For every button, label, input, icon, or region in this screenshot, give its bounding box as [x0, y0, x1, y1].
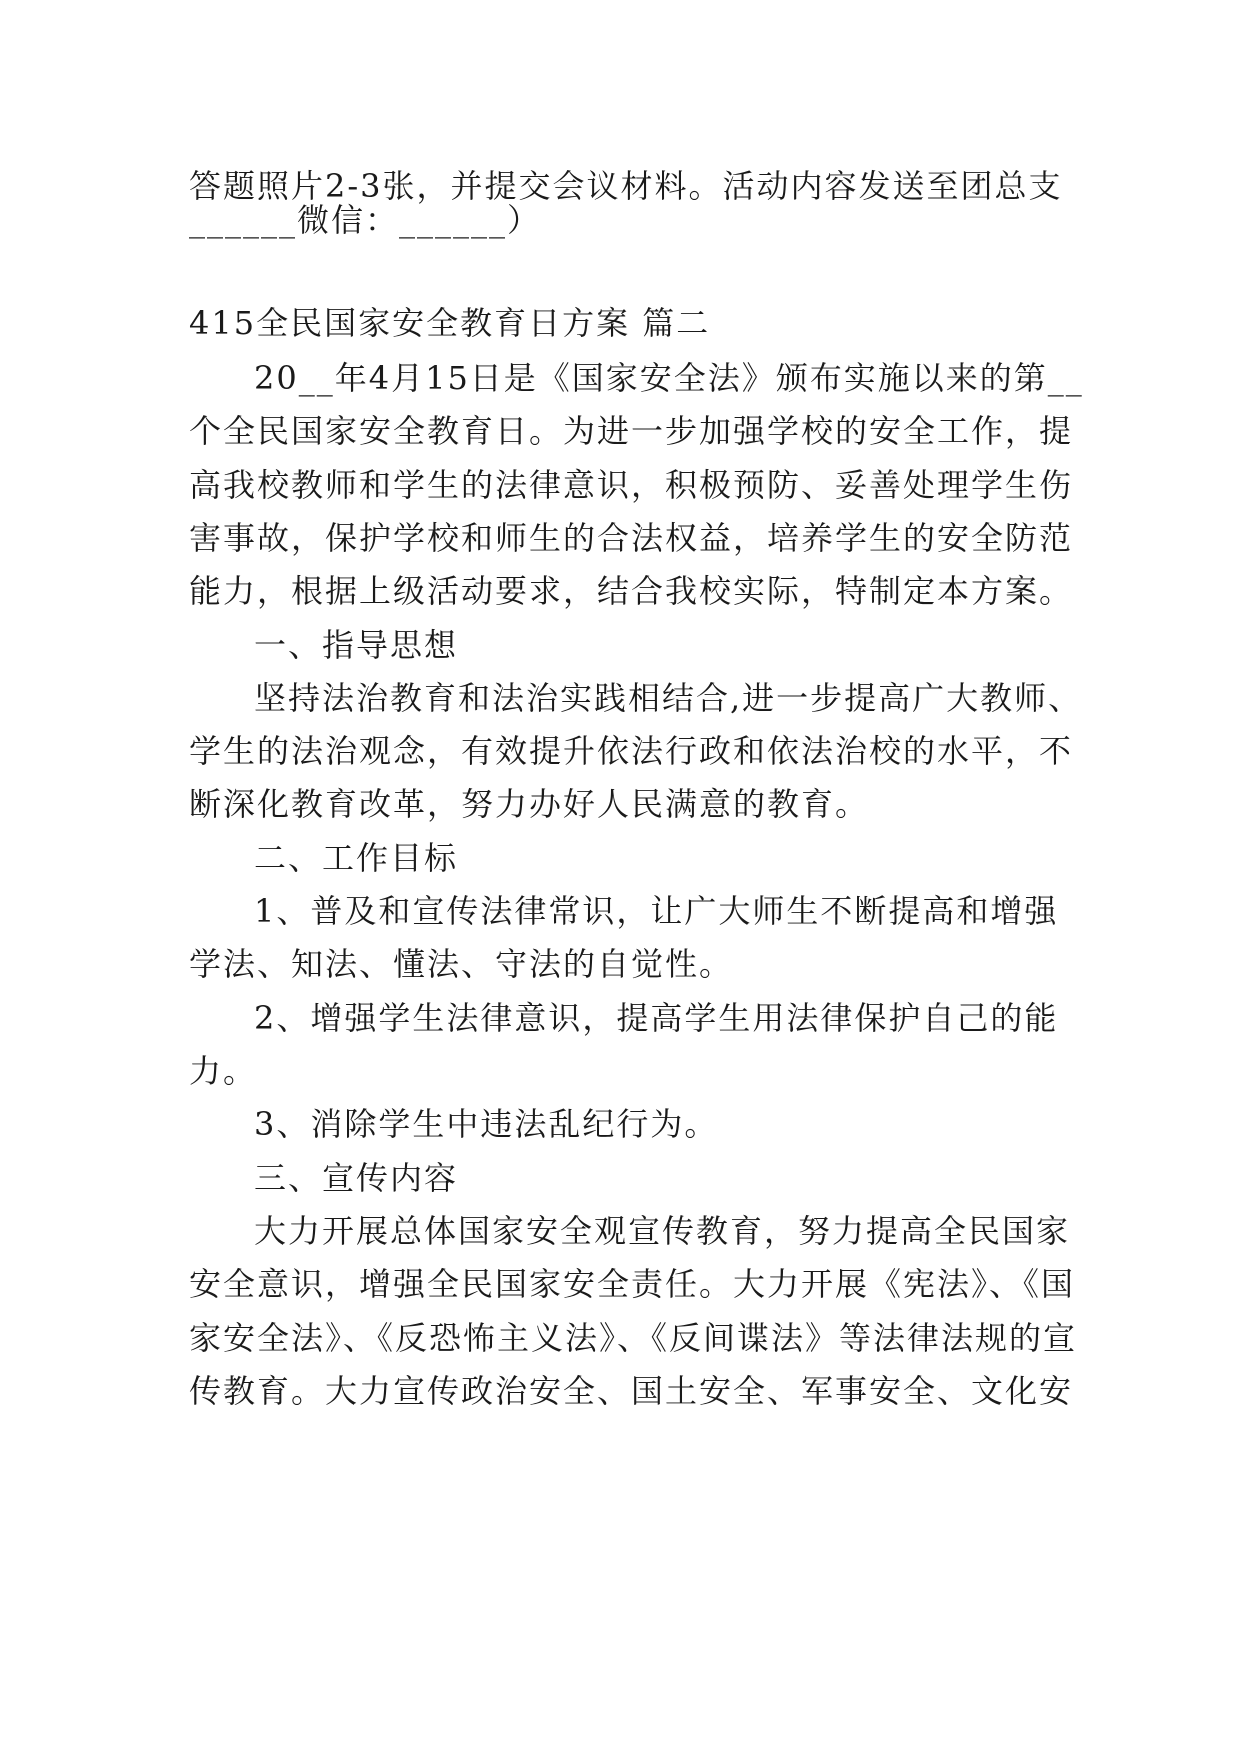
list-item: 2、增强学生法律意识，提高学生用法律保护自己的能 — [254, 999, 1059, 1037]
paragraph-line: 20__年4月15日是《国家安全法》颁布实施以来的第__ — [254, 359, 1084, 397]
paragraph-line: 学生的法治观念，有效提升依法行政和依法治校的水平，不 — [189, 732, 1074, 770]
paragraph-line: 大力开展总体国家安全观宣传教育，努力提高全民国家 — [254, 1212, 1071, 1250]
paragraph-line: 害事故，保护学校和师生的合法权益，培养学生的安全防范 — [189, 519, 1074, 557]
subheading-guiding-ideology: 一、指导思想 — [254, 626, 459, 664]
paragraph-line: 高我校教师和学生的法律意识，积极预防、妥善处理学生伤 — [189, 466, 1074, 504]
list-item-continuation: 力。 — [189, 1052, 258, 1090]
paragraph-line: 传教育。大力宣传政治安全、国土安全、军事安全、文化安 — [189, 1372, 1074, 1410]
subheading-work-goals: 二、工作目标 — [254, 839, 459, 877]
paragraph-line: 家安全法》、《反恐怖主义法》、《反间谍法》等法律法规的宣 — [189, 1319, 1078, 1357]
list-item: 1、普及和宣传法律常识，让广大师生不断提高和增强 — [254, 892, 1059, 930]
paragraph-line: 断深化教育改革，努力办好人民满意的教育。 — [189, 785, 870, 823]
text-line: ______微信：______） — [189, 201, 542, 239]
list-item: 3、消除学生中违法乱纪行为。 — [254, 1105, 719, 1143]
text-line: 答题照片2-3张，并提交会议材料。活动内容发送至团总支 — [189, 167, 1063, 205]
paragraph-line: 个全民国家安全教育日。为进一步加强学校的安全工作，提 — [189, 412, 1074, 450]
paragraph-line: 安全意识，增强全民国家安全责任。大力开展《宪法》、《国 — [189, 1265, 1076, 1303]
subheading-publicity-content: 三、宣传内容 — [254, 1159, 459, 1197]
list-item-continuation: 学法、知法、懂法、守法的自觉性。 — [189, 945, 734, 983]
section-heading: 415全民国家安全教育日方案 篇二 — [189, 304, 711, 342]
paragraph-line: 坚持法治教育和法治实践相结合,进一步提高广大教师、 — [254, 679, 1083, 717]
paragraph-line: 能力，根据上级活动要求，结合我校实际，特制定本方案。 — [189, 572, 1074, 610]
